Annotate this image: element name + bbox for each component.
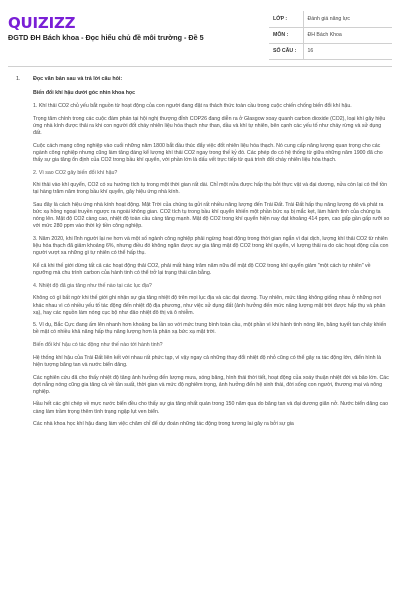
question-body — [33, 76, 390, 428]
paragraph: Kể cả khi thế giới dừng tất cả các hoạt động thải CO2, phải mất hàng trăm năm nữa để mật độ CO2 trong khí quyển giảm "một cách tự nhiên" về ngưỡng mà chu trình carbon của hành tinh có thể trở lại trạng thái cân bằng. — [33, 262, 371, 277]
paragraph: 5. Ví dụ, Bắc Cực đang ấm lên nhanh hơn khoảng ba lần so với mức trung bình toàn cầu, một phần vì khi hành tinh nóng lên, băng tuyết tan chảy khiến bề mặt có nhiều khả năng hấp thụ năng lượng hơn là phản xạ bức xạ mặt trời. — [33, 322, 387, 336]
info-row-subject — [269, 27, 392, 43]
info-value: ĐH Bách Khoa — [303, 27, 392, 43]
info-table — [269, 11, 392, 60]
paragraph: 3. Năm 2020, khi lĩnh người lại ne hơn và một số ngành công nghiệp phải ngừng hoạt động trong thời gian ngắn vì đại dịch, lượng khí thải CO2 từ nhiên liệu hóa thạch đã giảm khoảng 6%, nhưng điều đó không ngăn được sự gia tăng mật độ CO2 trong khí quyển, vì lượng thải ra do các hoạt động của con người vượt xa những gì tự nhiên có thể hấp thụ. — [33, 236, 389, 257]
info-label: SỐ CÂU : — [269, 43, 303, 59]
question-number: 1. — [16, 76, 21, 82]
paragraph: Khi thải vào khí quyển, CO2 có xu hướng tích tụ trong một thời gian rất dài. Chỉ một nửa được hấp thụ bởi thực vật và đại dương, nửa còn lại có thể tồn tại hàng trăm năm trong bầu khí quyển, gây hiệu ứng nhà kính. — [33, 182, 388, 196]
paragraph: Không có gì bất ngờ khi thế giới ghi nhận sự gia tăng nhiệt độ trên mọi lục địa và các đại dương. Tuy nhiên, mức tăng không giống nhau ở những nơi khác nhau vì có nhiều yếu tố tác động đến nhiệt độ địa phương, như việc sử dụng đất (ảnh hưởng đến mức năng lượng mặt trời được hấp thụ và phản xạ), hay các nguồn làm nóng cục bộ như đảo nhiệt đô thị và ô nhiễm. — [33, 295, 386, 316]
paragraph: Các nghiên cứu đã cho thấy nhiệt độ tăng ảnh hưởng đến lượng mưa, sóng băng, hình thái thời tiết, hoạt động của xoáy thuận nhiệt đới và bão lớn. Các đợt nắng nóng cũng gia tăng cả về tần suất, thời gian và mức độ nghiêm trọng, ảnh hưởng đến hệ sinh thái, đời sống con người, thương mại và nông nghiệp. — [33, 374, 389, 395]
quizizz-logo: QUIZIZZ — [8, 14, 76, 32]
info-row-class — [269, 11, 392, 27]
info-label: MÔN : — [269, 27, 303, 43]
paragraph: Hầu hết các ghi chép về mực nước biển đều cho thấy sự gia tăng nhất quán trong 150 năm qua do băng tan và đại dương giãn nở. Nước biển dâng cao càng làm trầm trọng thêm tình trạng ngập lụt ven biển. — [33, 401, 389, 415]
paragraph: Cuộc cách mạng công nghiệp vào cuối những năm 1800 bắt đầu thúc đẩy việc đốt nhiên liệu hóa thạch. Nó cung cấp năng lượng quan trọng cho các ngành công nghiệp nhưng cũng làm tăng đáng kể lượng khí thải CO2 ngay trong thế kỷ đó. Các phép đo có hệ thống từ giữa những năm 1900 đã cho thấy sự gia tăng ổn định của CO2 trong bầu khí quyển, với phần lớn là dấu vết trực tiếp từ quá trình đốt cháy nhiên liệu hóa thạch. — [33, 142, 383, 163]
header-divider — [8, 66, 392, 67]
document-title: ĐGTD ĐH Bách khoa - Đọc hiểu chủ đề môi trường - Đề 5 — [8, 33, 204, 42]
paragraph: Các nhà khoa học khí hậu đang làm việc chăm chỉ để dự đoán những tác động trong tương lai gây ra bởi sự gia — [33, 421, 294, 428]
section-heading: Biến đổi khí hậu có tác động như thế nào tới hành tinh? — [33, 342, 163, 349]
question-block — [16, 76, 390, 434]
section-heading: 2. Vì sao CO2 gây biến đổi khí hậu? — [33, 169, 118, 176]
info-label: LỚP : — [269, 11, 303, 27]
passage-title: Biến đổi khí hậu dưới góc nhìn khoa học — [33, 90, 136, 97]
paragraph: Trọng tâm chính trong các cuộc đàm phán tại hội nghị thượng đỉnh COP26 đang diễn ra ở Glasgow xoay quanh carbon dioxide (CO2), loại khí gây hiệu ứng nhà kính được thải ra khi con người đốt cháy nhiên liệu hóa thạch như than, dầu và khí tự nhiên, bên cạnh các yếu tố như cháy rừng và sử dụng đất. — [33, 115, 386, 137]
question-title: Đọc văn bản sau và trả lời câu hỏi: — [33, 76, 123, 82]
paragraph: Hệ thống khí hậu của Trái Đất liên kết với nhau rất phức tạp, vì vậy ngay cả những thay đổi nhiệt độ nhỏ cũng có thể gây ra tác động lớn, điển hình là hiện tượng băng tan và nước biển dâng. — [33, 354, 382, 368]
info-value: 16 — [303, 43, 392, 59]
info-row-count — [269, 43, 392, 59]
paragraph: 1. Khí thải CO2 chủ yếu bắt nguồn từ hoạt động của con người đang đặt ra thách thức toàn cầu trong cuộc chiến chống biến đổi khí hậu. — [33, 103, 352, 110]
section-heading: 4. Nhiệt độ đã gia tăng như thế nào tại các lục địa? — [33, 282, 152, 289]
paragraph: Sau đây là cách hiệu ứng nhà kính hoạt động. Mặt Trời của chúng ta gửi rất nhiều năng lượng đến Trái Đất. Trái Đất hấp thụ năng lượng đó và phát ra bức xạ hồng ngoại truyền ngược ra ngoài không gian. CO2 tích tụ trong bầu khí quyển khiến một phần bức xạ bị mắc kẹt, làm hành tinh của chúng ta nóng lên. Mật độ CO2 càng cao, nhiệt độ toàn cầu càng tăng mạnh. Mật độ CO2 trong khí quyển hiện nay đạt khoảng 414 ppm, cao gấp gần gấp rưỡi so với mức 280 ppm vào thời kỳ tiền công nghiệp. — [33, 202, 390, 230]
info-value: Đánh giá năng lực — [303, 11, 392, 27]
